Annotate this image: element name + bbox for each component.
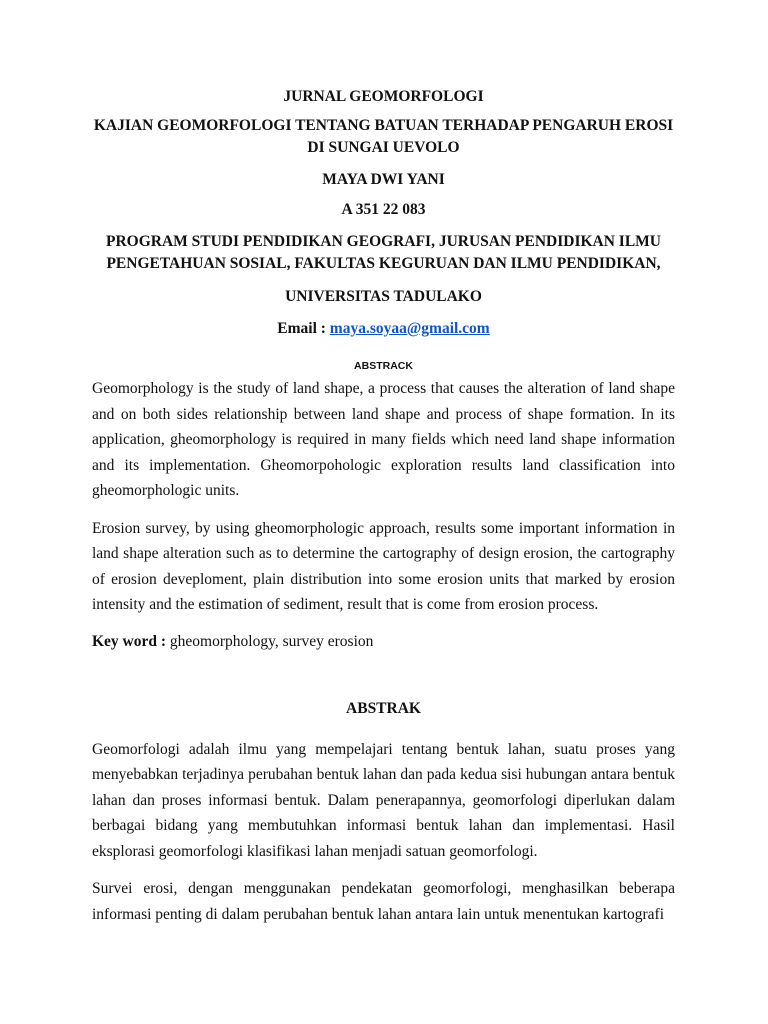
email-label: Email : [277, 320, 330, 337]
english-abstract-paragraph-1: Geomorphology is the study of land shape, a process that causes the alteration of land shape and on both sides relationship between land shape and process of shape formation. In its application, gheomorphology is required in many fields which need land shape information and its implementation. Gheomorpohologic exploration results land classification into gheomorphologic units. [92, 380, 675, 499]
indonesian-abstract-heading: ABSTRAK [346, 699, 421, 717]
keywords-line [92, 631, 675, 653]
keywords-label: Key word : [92, 632, 170, 650]
english-abstract-heading: ABSTRACK [354, 360, 413, 372]
english-abstract-paragraph-2: Erosion survey, by using gheomorphologic approach, results some important information in land shape alteration such as to determine the cartography of design erosion, the cartography of erosion deveploment, plain distribution into some erosion units that marked by erosion intensity and the estimation of sediment, result that is come from erosion process. [92, 519, 675, 613]
email-link[interactable]: maya.soyaa@gmail.com [329, 320, 490, 337]
indonesian-abstract-paragraph-2: Survei erosi, dengan menggunakan pendekatan geomorfologi, menghasilkan beberapa informasi penting di dalam perubahan bentuk lahan antara lain untuk menentukan kartografi [92, 880, 675, 923]
university: UNIVERSITAS TADULAKO [285, 288, 482, 305]
student-id: A 351 22 083 [341, 201, 426, 218]
keywords-value: gheomorphology, survey erosion [169, 632, 374, 650]
article-title: KAJIAN GEOMORFOLOGI TENTANG BATUAN TERHADAP PENGARUH EROSI DI SUNGAI UEVOLO [93, 117, 674, 156]
journal-title: JURNAL GEOMORFOLOGI [283, 88, 484, 105]
indonesian-abstract-paragraph-1: Geomorfologi adalah ilmu yang mempelajari tentang bentuk lahan, suatu proses yang menyebabkan terjadinya perubahan bentuk lahan dan pada kedua sisi hubungan antara bentuk lahan dan proses informasi bentuk. Dalam penerapannya, geomorfologi diperlukan dalam berbagai bidang yang membutuhkan informasi bentuk lahan dan implementasi. Hasil eksplorasi geomorfologi klasifikasi lahan menjadi satuan geomorfologi. [92, 740, 675, 860]
author-name: MAYA DWI YANI [322, 171, 445, 188]
email-line [92, 318, 675, 340]
affiliation: PROGRAM STUDI PENDIDIKAN GEOGRAFI, JURUSAN PENDIDIKAN ILMU PENGETAHUAN SOSIAL, FAKULTAS KEGURUAN DAN ILMU PENDIDIKAN, [105, 233, 661, 272]
document-page [92, 86, 675, 927]
